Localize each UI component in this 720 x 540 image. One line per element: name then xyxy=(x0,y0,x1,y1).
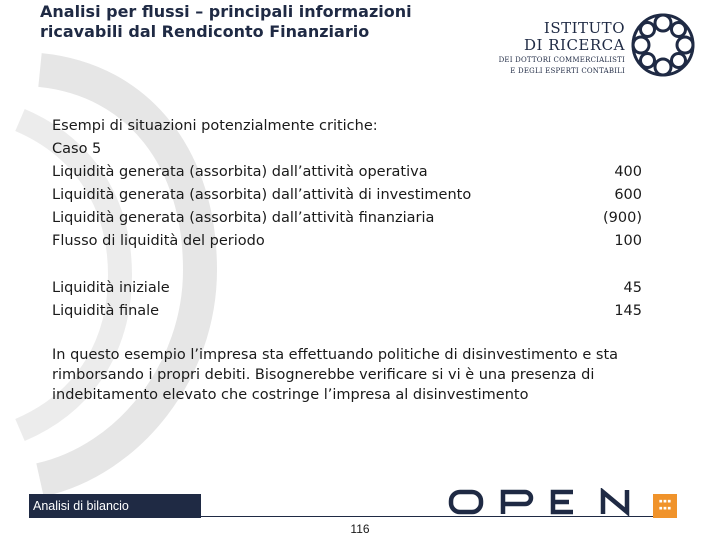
row-value: (900) xyxy=(603,210,642,226)
row-value: 100 xyxy=(614,233,642,249)
badge-icon: ▪▪▪ ▪▪▪ xyxy=(653,494,677,518)
liquidity-row-final xyxy=(52,300,672,323)
title-line-1: Analisi per flussi – principali informazioni xyxy=(40,2,412,21)
case-label: Caso 5 xyxy=(52,141,102,157)
title-line-2: ricavabili dal Rendiconto Finanziario xyxy=(40,22,370,41)
cashflow-row-operating xyxy=(52,161,672,184)
row-value: 145 xyxy=(614,303,642,319)
footer-divider xyxy=(29,516,677,517)
row-value: 600 xyxy=(614,187,642,203)
institute-knot-logo-icon xyxy=(628,10,698,80)
cashflow-row-investing xyxy=(52,184,672,207)
cashflow-row-financing xyxy=(52,207,672,230)
cashflow-row-period xyxy=(52,230,672,253)
row-label: Liquidità generata (assorbita) dall’attività finanziaria xyxy=(52,210,435,226)
main-content xyxy=(52,115,672,323)
row-value: 45 xyxy=(623,280,642,296)
page-number: 116 xyxy=(350,522,370,536)
open-brand-logo xyxy=(445,488,650,516)
logo-sub-line-2: E DEGLI ESPERTI CONTABILI xyxy=(510,67,625,75)
page-title xyxy=(40,2,500,42)
row-label: Liquidità iniziale xyxy=(52,280,170,296)
row-value: 400 xyxy=(614,164,642,180)
logo-name-line-2: DI RICERCA xyxy=(524,36,625,54)
explanation-paragraph: In questo esempio l’impresa sta effettuando politiche di disinvestimento e sta rimborsando i propri debiti. Bisognerebbe verificare si vi è una presenza di indebitamento elevato che costringe l’impresa al disinvestimento xyxy=(52,347,619,403)
institute-logo-text xyxy=(499,20,625,76)
intro-text: Esempi di situazioni potenzialmente critiche: xyxy=(52,118,378,134)
logo-name-line-1: ISTITUTO xyxy=(543,19,625,37)
logo-sub-line-1: DEI DOTTORI COMMERCIALISTI xyxy=(498,56,625,64)
row-label: Liquidità finale xyxy=(52,303,160,319)
row-label: Liquidità generata (assorbita) dall’attività operativa xyxy=(52,164,428,180)
row-label: Liquidità generata (assorbita) dall’attività di investimento xyxy=(52,187,472,203)
row-label: Flusso di liquidità del periodo xyxy=(52,233,265,249)
footer-section-label: Analisi di bilancio xyxy=(29,494,201,518)
liquidity-row-initial xyxy=(52,277,672,300)
